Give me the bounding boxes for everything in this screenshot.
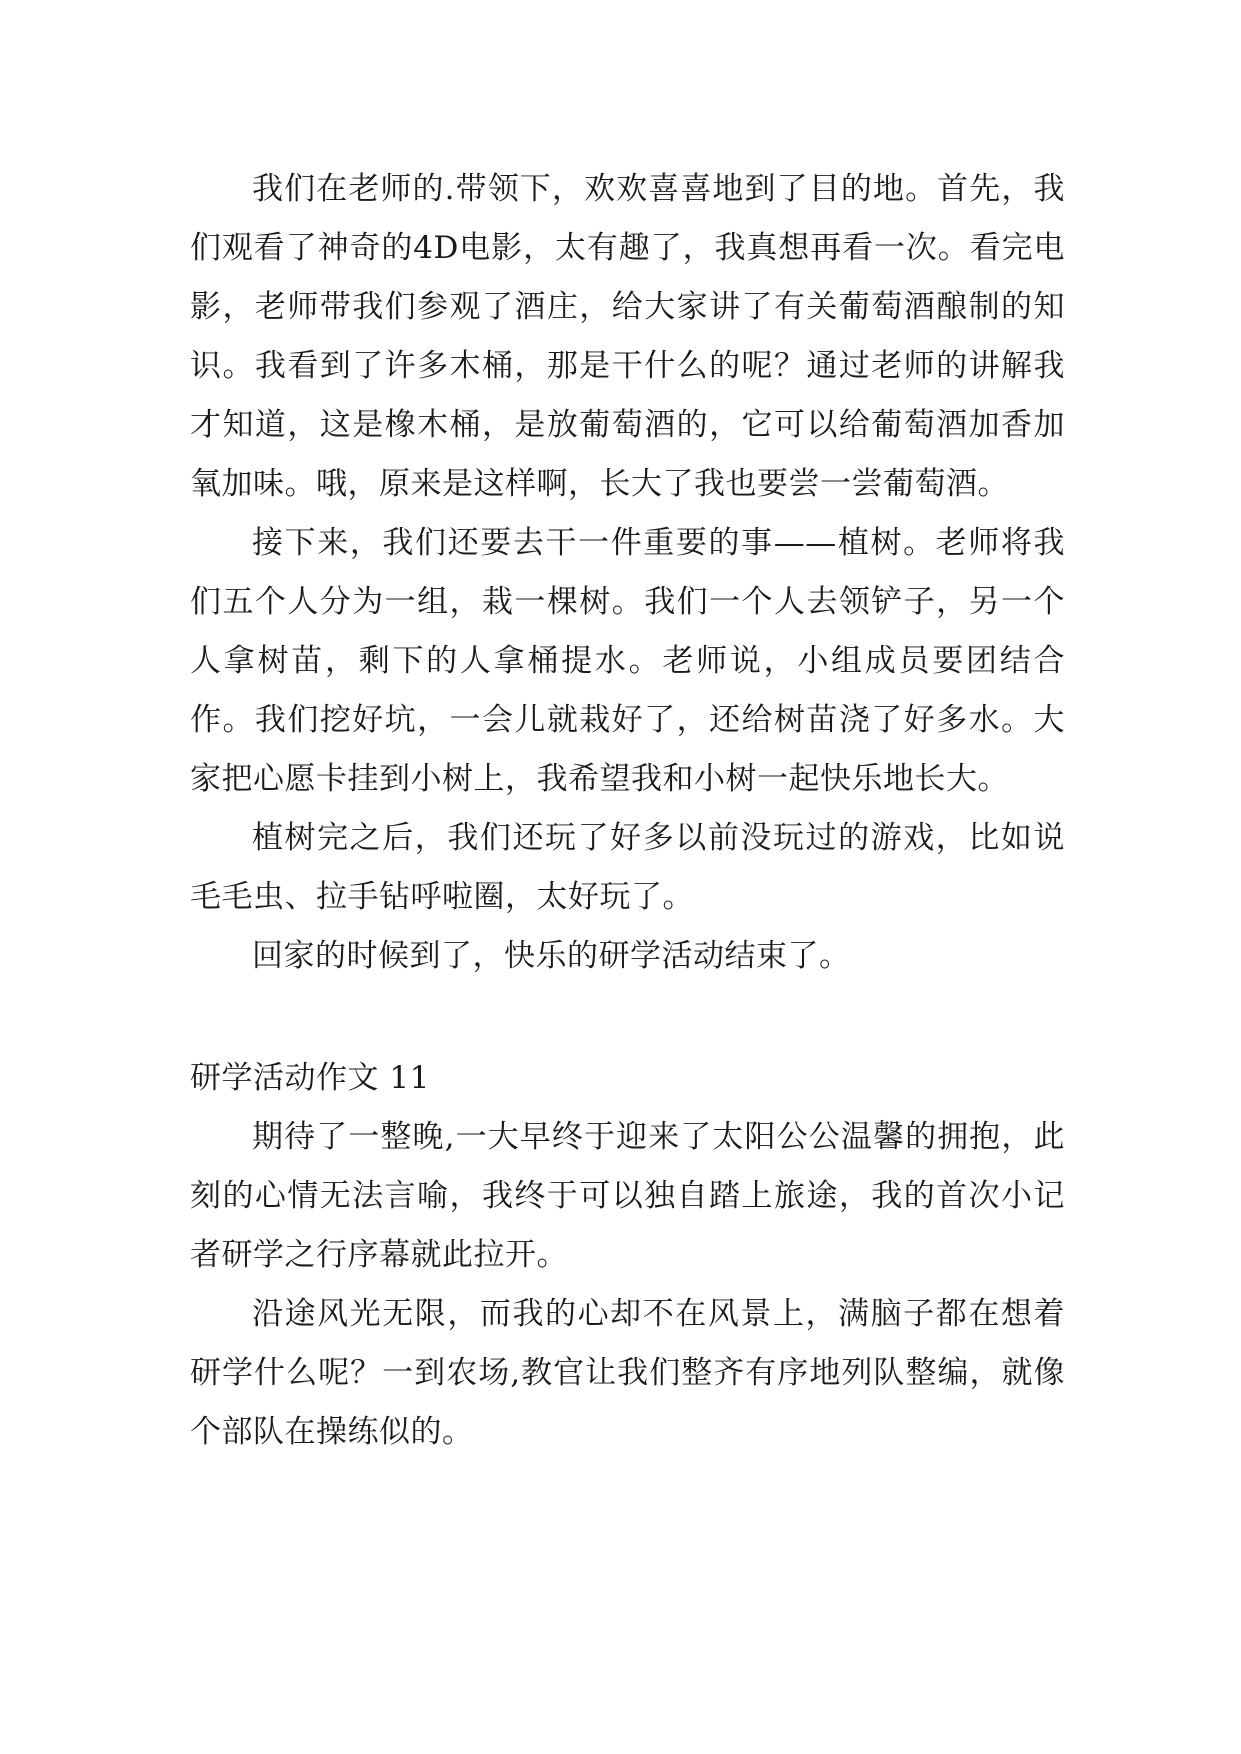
paragraph-arrival-farm: 沿途风光无限，而我的心却不在风景上，满脑子都在想着研学什么呢？一到农场,教官让我们整齐有序地列队整编，就像个部队在操练似的。 xyxy=(190,1296,1065,1450)
paragraph-visit-winery: 我们在老师的.带领下，欢欢喜喜地到了目的地。首先，我们观看了神奇的4D电影，太有趣了，我真想再看一次。看完电影，老师带我们参观了酒庄，给大家讲了有关葡萄酒酿制的知识。我看到了许多木桶，那是干什么的呢？通过老师的讲解我才知道，这是橡木桶，是放葡萄酒的，它可以给葡萄酒加香加氧加味。哦，原来是这样啊，长大了我也要尝一尝葡萄酒。 xyxy=(190,171,1065,502)
document-body xyxy=(190,160,1065,1462)
essay-title: 研学活动作文 11 xyxy=(190,1060,430,1096)
paragraph-morning-start: 期待了一整晚,一大早终于迎来了太阳公公温馨的拥抱，此刻的心情无法言喻，我终于可以独自踏上旅途，我的首次小记者研学之行序幕就此拉开。 xyxy=(190,1119,1065,1273)
paragraph-games: 植树完之后，我们还玩了好多以前没玩过的游戏，比如说毛毛虫、拉手钻呼啦圈，太好玩了。 xyxy=(190,820,1065,915)
paragraph-going-home: 回家的时候到了，快乐的研学活动结束了。 xyxy=(252,938,851,974)
paragraph-tree-planting: 接下来，我们还要去干一件重要的事——植树。老师将我们五个人分为一组，栽一棵树。我们一个人去领铲子，另一个人拿树苗，剩下的人拿桶提水。老师说，小组成员要团结合作。我们挖好坑，一会儿就栽好了，还给树苗浇了好多水。大家把心愿卡挂到小树上，我希望我和小树一起快乐地长大。 xyxy=(190,525,1065,797)
section-spacer xyxy=(190,986,1065,1049)
